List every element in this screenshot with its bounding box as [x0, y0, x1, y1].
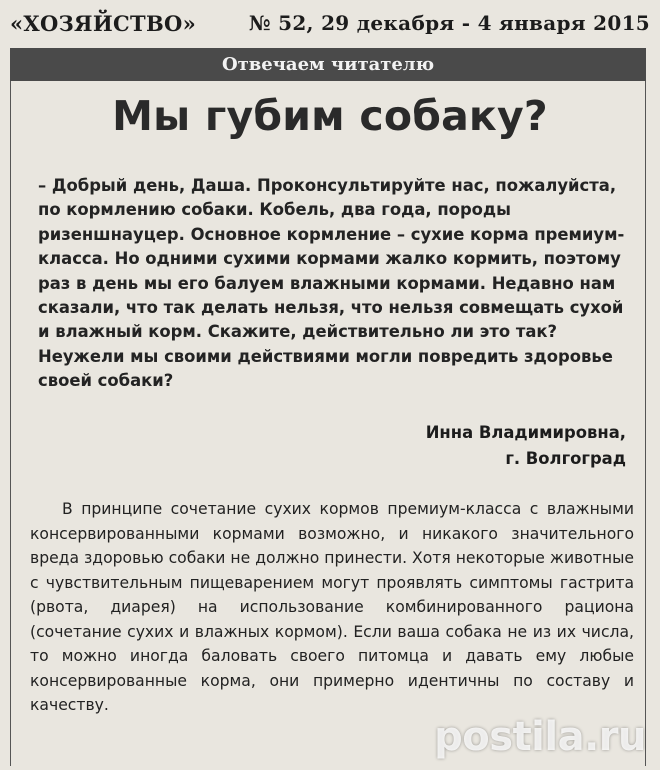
reader-question: [38, 174, 630, 394]
section-banner: [10, 48, 646, 81]
watermark-logo: postila.ru: [434, 714, 646, 760]
answer: [30, 497, 634, 718]
answer-text: В принципе сочетание сухих кормов премиум-класса с влажными консервированными кормами возможно, и никакого значительного вреда здоровью собаки не должно принести. Хотя некоторые животные с чувствительным пищеварением могут проявлять симптомы гастрита (рвота, диарея) на использование комбинированного рациона (сочетание сухих и влажных кормом). Если ваша собака не из их числа, то можно иногда баловать своего питомца и давать ему любые консервированные корма, они примерно идентичны по составу и качеству.: [30, 500, 634, 714]
masthead: [10, 6, 650, 40]
signature-name: Инна Владимировна,: [425, 423, 626, 442]
section-title: Отвечаем читателю: [221, 54, 435, 75]
signature-city: г. Волгоград: [505, 449, 626, 468]
headline: Мы губим собаку?: [112, 92, 548, 140]
publication-name: «ХОЗЯЙСТВО»: [10, 10, 197, 36]
signature: [426, 420, 626, 472]
question-text: – Добрый день, Даша. Проконсультируйте нас, пожалуйста, по кормлению собаки. Кобель, два года, породы ризеншнауцер. Основное кормление – сухие корма премиум-класса. Но одними сухими кормами жалко кормить, поэтому раз в день мы его балуем влажными кормами. Недавно нам сказали, что так делать нельзя, что нельзя совмещать сухой и влажный корм. Скажите, действительно ли это так? Неужели мы своими действиями могли повредить здоровье своей собаки?: [38, 176, 625, 391]
issue-date: № 52, 29 декабря - 4 января 2015: [248, 11, 650, 35]
